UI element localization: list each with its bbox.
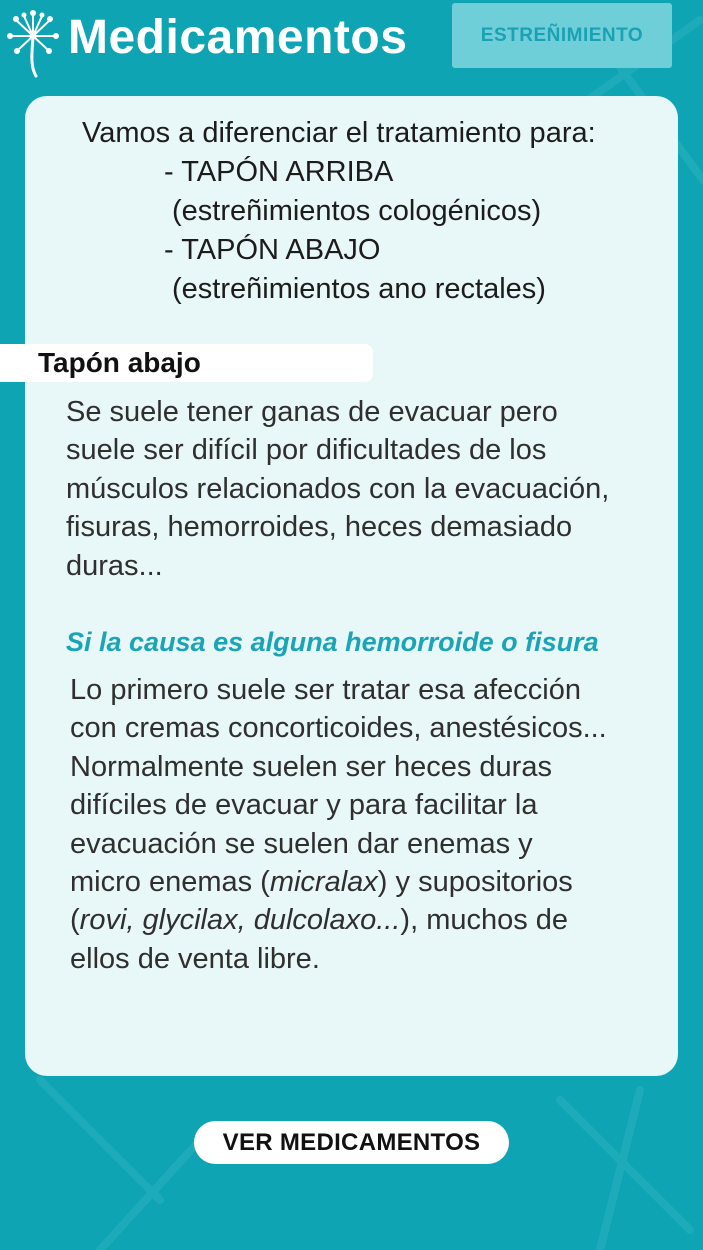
description-line: Se suele tener ganas de evacuar pero (66, 396, 558, 428)
app-header (0, 0, 703, 80)
dandelion-icon (6, 8, 60, 78)
intro-heading: Vamos a diferenciar el tratamiento para: (82, 117, 596, 149)
treatment-line: evacuación se suelen dar enemas y (70, 827, 533, 860)
tab-estrenimiento[interactable]: ESTREÑIMIENTO (452, 3, 672, 68)
app-title: Medicamentos (68, 11, 408, 64)
ver-medicamentos-button[interactable]: VER MEDICAMENTOS (194, 1121, 509, 1164)
intro-item-tapon-abajo: - TAPÓN ABAJO (164, 234, 381, 266)
treatment-text-segment: ), muchos de (400, 904, 569, 937)
section-title: Tapón abajo (38, 347, 201, 378)
drug-name-micralax: micralax (269, 866, 378, 899)
treatment-text (70, 671, 607, 978)
description-line: músculos relacionados con la evacuación, (66, 472, 610, 505)
treatment-line (70, 863, 607, 901)
description-line: suele ser difícil por dificultades de los (66, 434, 547, 467)
drug-names-suppositories: rovi, glycilax, dulcolaxo... (79, 904, 401, 937)
treatment-line: ellos de venta libre. (70, 942, 320, 975)
section-description (66, 393, 609, 585)
cause-subheading: Si la causa es alguna hemorroide o fisura (66, 627, 599, 657)
treatment-line (70, 901, 607, 939)
intro-item-tapon-arriba-sub: (estreñimientos cologénicos) (172, 195, 542, 227)
treatment-line: difíciles de evacuar y para facilitar la (70, 789, 538, 822)
description-line: duras... (66, 549, 163, 582)
intro-item-tapon-abajo-sub: (estreñimientos ano rectales) (172, 273, 546, 305)
treatment-line: Normalmente suelen ser heces duras (70, 750, 552, 783)
treatment-text-segment: ( (70, 904, 80, 937)
treatment-text-segment: micro enemas ( (70, 866, 270, 899)
intro-item-tapon-arriba: - TAPÓN ARRIBA (164, 156, 394, 188)
treatment-text-segment: ) y supositorios (377, 866, 573, 899)
treatment-line: Lo primero suele ser tratar esa afección (70, 674, 581, 706)
section-header-bar (0, 344, 373, 382)
treatment-line: con cremas concorticoides, anestésicos... (70, 712, 607, 745)
description-line: fisuras, hemorroides, heces demasiado (66, 511, 573, 544)
